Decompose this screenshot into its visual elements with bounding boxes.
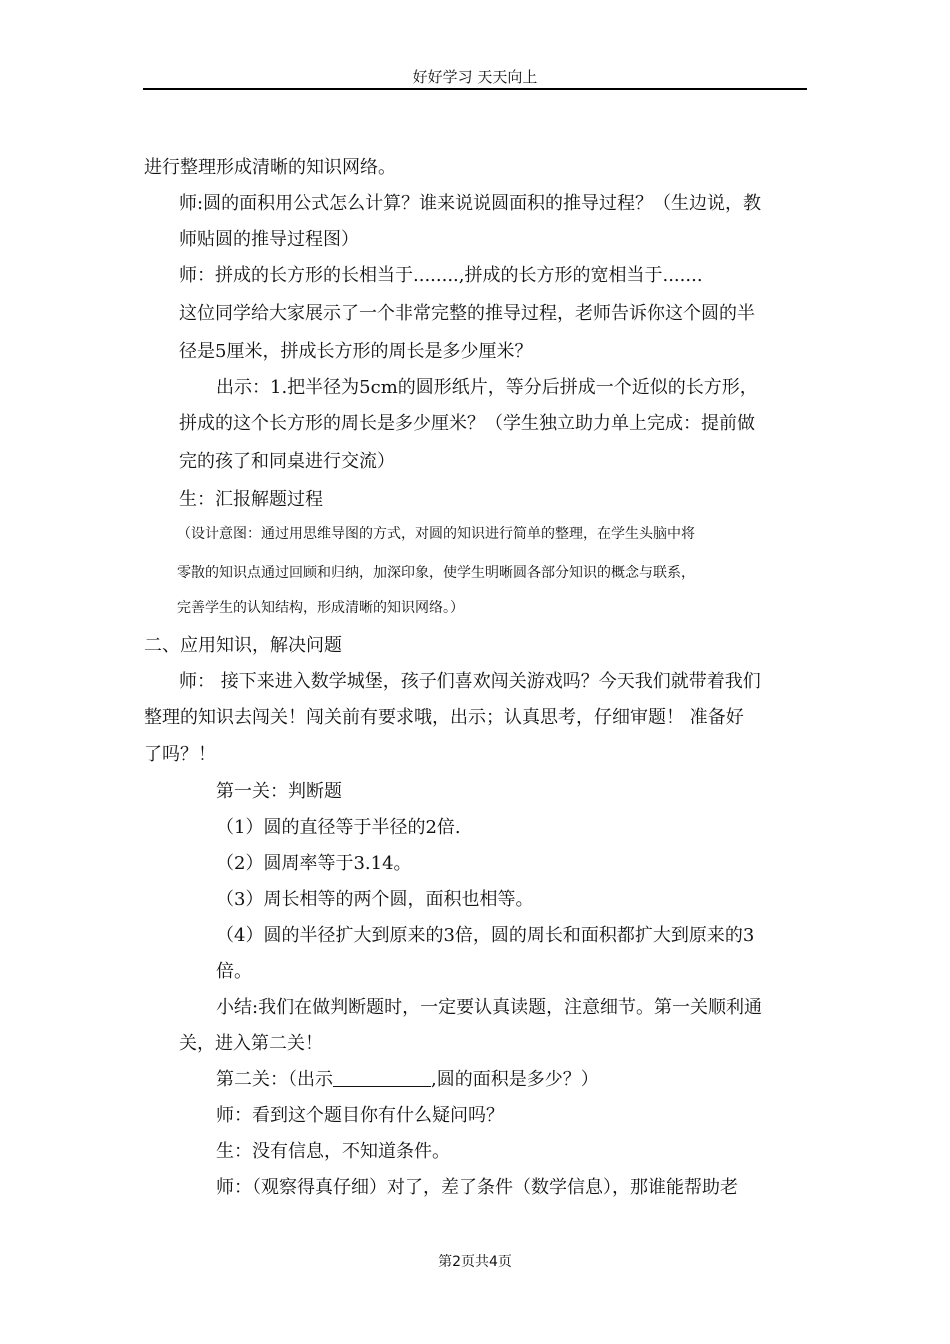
text-line: 师：拼成的长方形的长相当于........,拼成的长方形的宽相当于....... [179, 265, 703, 286]
fill-in-blank [333, 1068, 431, 1087]
dialog-line: 师：（观察得真仔细）对了，差了条件（数学信息），那谁能帮助老 [216, 1177, 738, 1198]
text-line: 师贴圆的推导过程图） [179, 229, 359, 250]
text-line: 拼成的这个长方形的周长是多少厘米？（学生独立助力单上完成：提前做 [179, 413, 755, 434]
level-two-line [216, 1068, 599, 1092]
text-line: 师:圆的面积用公式怎么计算？谁来说说圆面积的推导过程？（生边说，教 [179, 193, 762, 214]
header-rule [143, 88, 807, 90]
text-line: 径是5厘米，拼成长方形的周长是多少厘米？ [179, 341, 533, 362]
question-item: （3）周长相等的两个圆，面积也相等。 [216, 889, 534, 910]
page-header: 好好学习 天天向上 [412, 68, 538, 86]
question-item: （2）圆周率等于3.14。 [216, 853, 412, 874]
text-line: 出示：1.把半径为5cm的圆形纸片，等分后拼成一个近似的长方形， [216, 377, 758, 398]
level-title: 第一关：判断题 [216, 781, 342, 802]
text-line: 这位同学给大家展示了一个非常完整的推导过程，老师告诉你这个圆的半 [179, 303, 755, 324]
design-note-line: 零散的知识点通过回顾和归纳，加深印象，使学生明晰圆各部分知识的概念与联系， [177, 565, 695, 581]
dialog-line: 生：没有信息，不知道条件。 [216, 1141, 450, 1162]
text-line: 师： 接下来进入数学城堡，孩子们喜欢闯关游戏吗？今天我们就带着我们 [179, 671, 761, 692]
level-two-suffix: ,圆的面积是多少？） [431, 1069, 599, 1090]
text-line: 整理的知识去闯关！闯关前有要求哦，出示；认真思考，仔细审题！ 准备好 [144, 707, 744, 728]
section-heading: 二、应用知识，解决问题 [144, 635, 342, 656]
page-number: 第2页共4页 [438, 1254, 512, 1270]
level-two-prefix: 第二关：（出示 [216, 1069, 333, 1090]
question-item: （4）圆的半径扩大到原来的3倍，圆的周长和面积都扩大到原来的3 [216, 925, 755, 946]
text-line: 完的孩了和同桌进行交流） [179, 451, 395, 472]
question-item-continued: 倍。 [216, 961, 252, 982]
design-note-line: （设计意图：通过用思维导图的方式，对圆的知识进行简单的整理，在学生头脑中将 [177, 526, 695, 542]
text-line: 生：汇报解题过程 [179, 489, 323, 510]
dialog-line: 师：看到这个题目你有什么疑问吗？ [216, 1105, 504, 1126]
text-line: 了吗？！ [144, 744, 216, 765]
question-item: （1）圆的直径等于半径的2倍. [216, 817, 461, 838]
design-note-line: 完善学生的认知结构，形成清晰的知识网络。） [177, 600, 464, 616]
summary-line: 关，进入第二关！ [179, 1033, 323, 1054]
summary-line: 小结:我们在做判断题时，一定要认真读题，注意细节。第一关顺利通 [216, 997, 763, 1018]
text-line: 进行整理形成清晰的知识网络。 [144, 157, 396, 178]
